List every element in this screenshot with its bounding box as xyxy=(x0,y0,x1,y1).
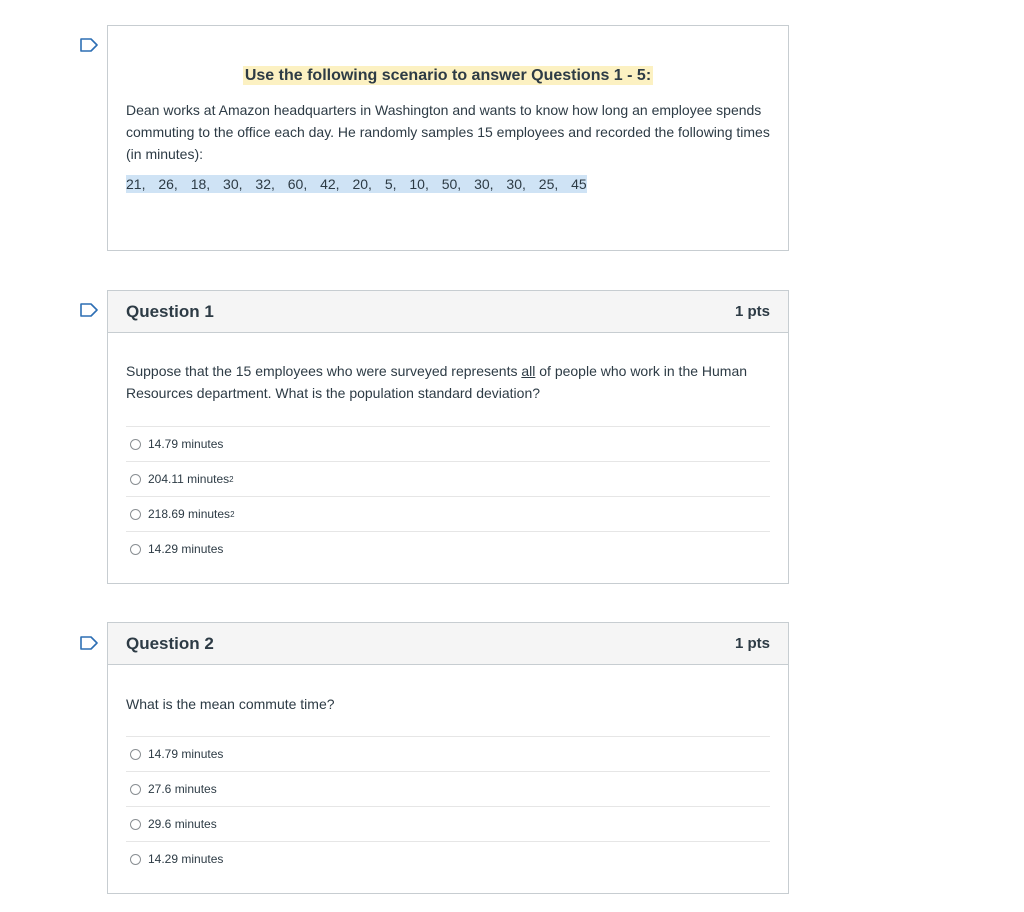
answer-option[interactable] xyxy=(126,806,770,841)
radio-button[interactable] xyxy=(130,474,141,485)
answer-option[interactable] xyxy=(126,496,770,531)
answer-label: 29.6 minutes xyxy=(148,817,217,831)
answer-label: 14.29 minutes xyxy=(148,542,224,556)
question-points: 1 pts xyxy=(734,303,770,320)
answer-label: 27.6 minutes xyxy=(148,782,217,796)
radio-button[interactable] xyxy=(130,544,141,555)
answer-option[interactable] xyxy=(126,736,770,771)
superscript: 2 xyxy=(229,474,234,484)
answer-option[interactable] xyxy=(126,841,770,876)
question-card-1 xyxy=(107,290,789,584)
answer-list xyxy=(126,426,770,566)
answer-option[interactable] xyxy=(126,426,770,461)
flag-question-icon[interactable] xyxy=(80,303,98,317)
question-header xyxy=(108,623,788,665)
superscript: 2 xyxy=(230,509,235,519)
commute-times: 21, 26, 18, 30, 32, 60, 42, 20, 5, 10, 50, 30, 30, 25, 45 xyxy=(126,176,587,192)
flag-question-icon[interactable] xyxy=(80,636,98,650)
question-text: Suppose that the 15 employees who were surveyed represents all of people who work in the Human Resources department. What is the population standard deviation? xyxy=(126,363,748,401)
answer-list xyxy=(126,736,770,876)
scenario-description: Dean works at Amazon headquarters in Washington and wants to know how long an employee spends commuting to the office each day. He randomly samples 15 employees and recorded the following times (in minutes): xyxy=(126,102,770,162)
scenario-title: Use the following scenario to answer Questions 1 - 5: xyxy=(244,67,652,84)
answer-label: 14.79 minutes xyxy=(148,437,224,451)
radio-button[interactable] xyxy=(130,819,141,830)
radio-button[interactable] xyxy=(130,749,141,760)
answer-option[interactable] xyxy=(126,461,770,496)
answer-label: 14.79 minutes xyxy=(148,747,224,761)
question-points: 1 pts xyxy=(734,635,770,652)
answer-option[interactable] xyxy=(126,771,770,806)
answer-label: 204.11 minutes xyxy=(148,472,230,486)
flag-question-icon[interactable] xyxy=(80,38,98,52)
question-title: Question 2 xyxy=(126,633,214,653)
scenario-card xyxy=(107,25,789,251)
question-card-2 xyxy=(107,622,789,894)
radio-button[interactable] xyxy=(130,784,141,795)
radio-button[interactable] xyxy=(130,854,141,865)
question-header xyxy=(108,291,788,333)
radio-button[interactable] xyxy=(130,439,141,450)
answer-label: 218.69 minutes xyxy=(148,507,231,521)
question-title: Question 1 xyxy=(126,301,214,321)
answer-label: 14.29 minutes xyxy=(148,852,224,866)
radio-button[interactable] xyxy=(130,509,141,520)
answer-option[interactable] xyxy=(126,531,770,566)
question-text: What is the mean commute time? xyxy=(126,696,335,712)
